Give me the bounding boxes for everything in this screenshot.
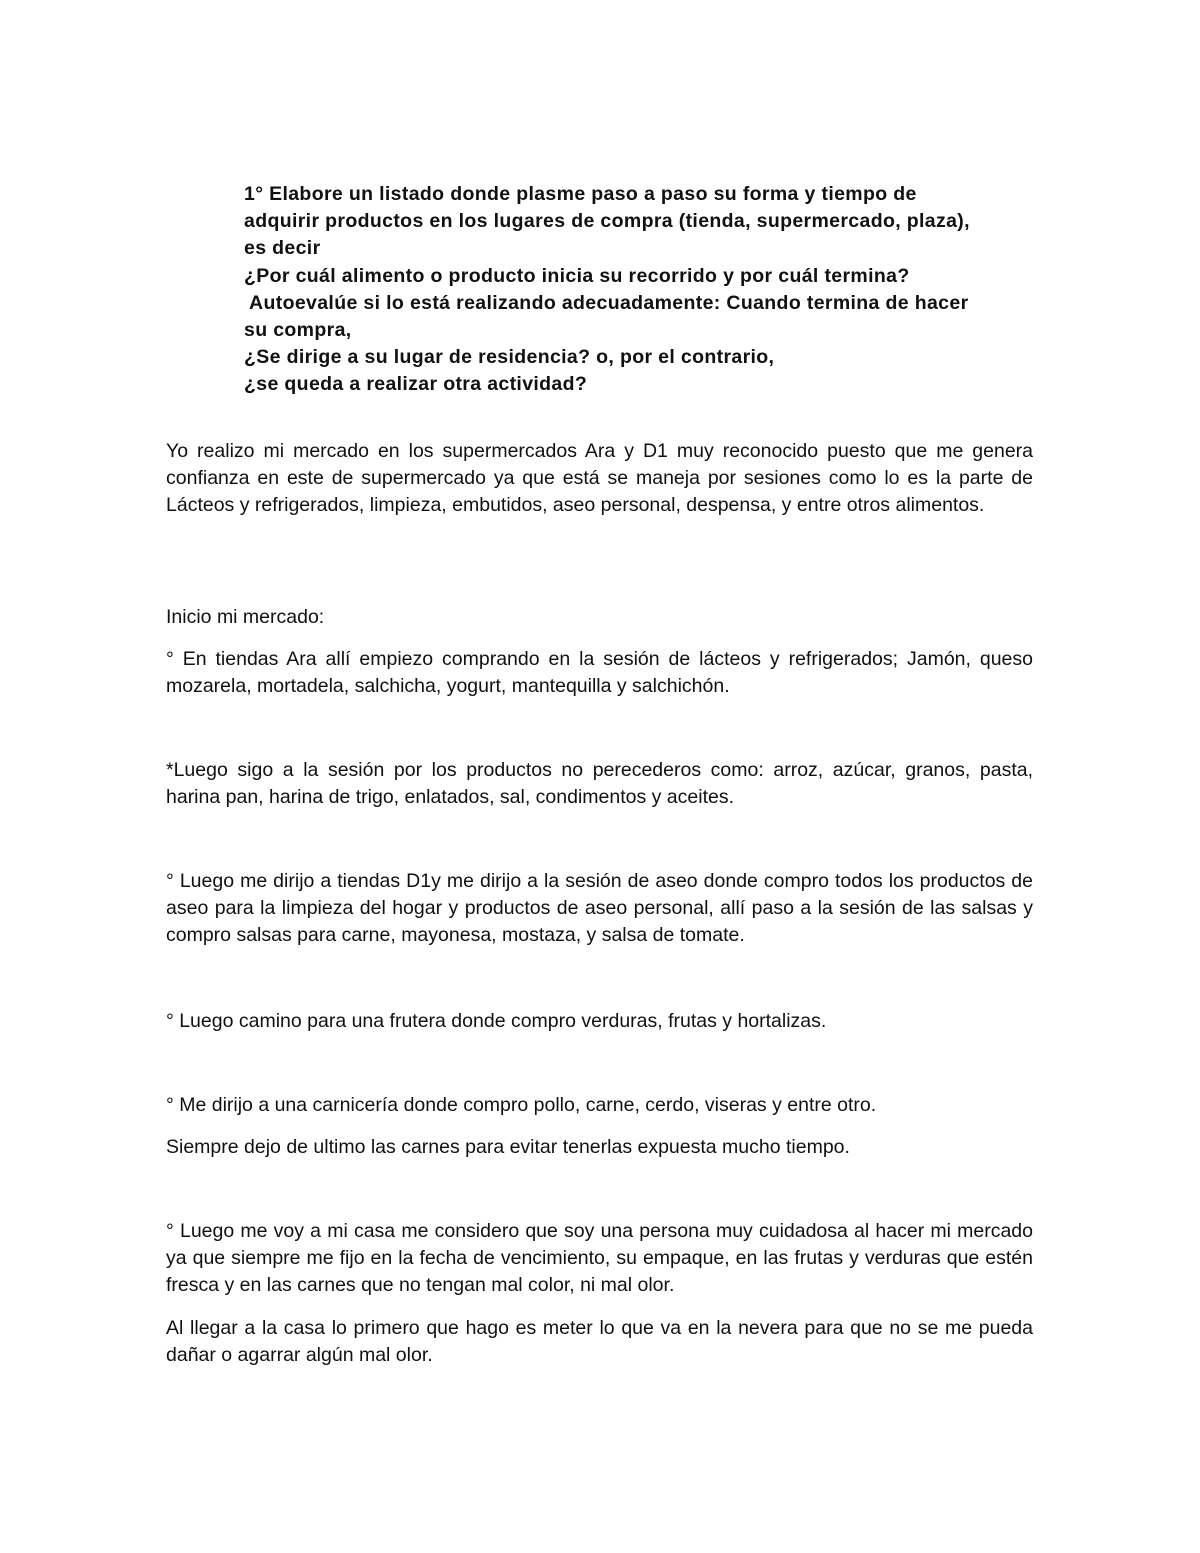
question-line: adquirir productos en los lugares de compra (tienda, supermercado, plaza), [244, 210, 970, 233]
question-line: ¿Por cuál alimento o producto inicia su recorrido y por cuál termina? [244, 264, 910, 287]
question-line: 1° Elabore un listado donde plasme paso a paso su forma y tiempo de [244, 183, 917, 205]
assignment-question [244, 181, 1044, 399]
step-non-perishables-paragraph: *Luego sigo a la sesión por los productos no perecederos como: arroz, azúcar, granos, pasta, harina pan, harina de trigo, enlatados, sal, condimentos y aceites. [166, 759, 1033, 809]
start-heading: Inicio mi mercado: [166, 606, 325, 628]
meat-note-paragraph: Siempre dejo de ultimo las carnes para evitar tenerlas expuesta mucho tiempo. [166, 1136, 850, 1158]
step-ara-paragraph: ° En tiendas Ara allí empiezo comprando en la sesión de lácteos y refrigerados; Jamón, queso mozarela, mortadela, salchicha, yogurt, mantequilla y salchichón. [166, 648, 1033, 698]
question-line: su compra, [244, 319, 352, 342]
question-line: ¿Se dirige a su lugar de residencia? o, por el contrario, [244, 346, 775, 369]
intro-paragraph: Yo realizo mi mercado en los supermercados Ara y D1 muy reconocido puesto que me genera confianza en este de supermercado ya que está se maneja por sesiones como lo es la parte de Lácteos y refrigerados, limpieza, embutidos, aseo personal, despensa, y entre otros alimentos. [166, 440, 1033, 517]
step-home-paragraph: ° Luego me voy a mi casa me considero que soy una persona muy cuidadosa al hacer mi mercado ya que siempre me fijo en la fecha de vencimiento, su empaque, en las frutas y verduras que estén fresca y en las carnes que no tengan mal color, ni mal olor. [166, 1220, 1033, 1297]
question-line: ¿se queda a realizar otra actividad? [244, 373, 588, 396]
question-line: Autoevalúe si lo está realizando adecuadamente: Cuando termina de hacer [244, 291, 969, 314]
step-fruit-shop-paragraph: ° Luego camino para una frutera donde compro verduras, frutas y hortalizas. [166, 1010, 827, 1032]
step-butcher-paragraph: ° Me dirijo a una carnicería donde compro pollo, carne, cerdo, viseras y entre otro. [166, 1094, 877, 1116]
step-d1-paragraph: ° Luego me dirijo a tiendas D1y me dirijo a la sesión de aseo donde compro todos los productos de aseo para la limpieza del hogar y productos de aseo personal, allí paso a la sesión de las salsas y compro salsas para carne, mayonesa, mostaza, y salsa de tomate. [166, 870, 1033, 947]
question-line: es decir [244, 237, 321, 260]
arrival-note-paragraph: Al llegar a la casa lo primero que hago es meter lo que va en la nevera para que no se me pueda dañar o agarrar algún mal olor. [166, 1317, 1033, 1367]
